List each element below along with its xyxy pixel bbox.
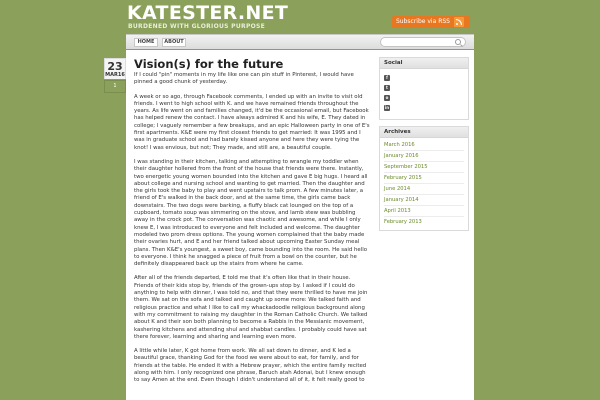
archive-link[interactable]: February 2013 <box>384 219 422 225</box>
post-paragraph: I was standing in their kitchen, talking and attempting to wrangle my toddler when their daughter hollered from the front of the house that friends were there. Instantly, two energetic young women bounded into the kitchen and gave E big hugs. I heard all about college and nursing school and wanting to get married. Then the daughter and the girls took the baby to play and went upstairs to talk prom. A few minutes later, a friend of E's walked in the back door, and at the same time, the girls came back downstairs. The two dogs were barking, a fluffy black cat lounged on the top of a cupboard, tomato soup was simmering on the stove, and lamb stew was bubbling away in the crock pot. The conversation was chaotic and awesome, and while I only knew E, I was introduced to everyone and felt included and welcome. The daughter modeled two prom dress options. The young women complained that the baby made their ovaries hurt, and E and her friend talked about upcoming Easter Sunday meal plans. Then K&E's youngest, a sweet boy, came bounding into the room. He said hello to everyone. I think he snagged a piece of fruit from a bowl on the counter, but he definitely disappeared back up the stairs from where he came. <box>134 158 368 268</box>
nav-about[interactable]: ABOUT <box>162 38 186 47</box>
archive-link[interactable]: September 2015 <box>384 162 464 173</box>
social-widget-title: Social <box>380 58 468 69</box>
post-paragraph: A little while later, K got home from work. We all sat down to dinner, and K led a beautiful grace, thanking God for the food we were about to eat, for family, and for friends at the table. He ended it with a Hebrew prayer, which the entire family recited along with him. I only recognized one phrase, Baruch atah Adonai, but I knew enough to say Amen at the end. Even though I didn't understand all of it, it felt really good to <box>134 348 367 384</box>
subscribe-rss-button[interactable] <box>392 16 470 28</box>
nav-bar <box>126 34 474 49</box>
site-description: BURDENED WITH GLORIOUS PURPOSE <box>128 23 266 30</box>
post-date-month: MAR16 <box>105 72 125 78</box>
social-widget <box>379 57 469 120</box>
instagram-icon[interactable]: o <box>385 95 389 100</box>
post-title[interactable]: Vision(s) for the future <box>134 57 284 71</box>
post-paragraph: After all of the friends departed, E told me that it's often like that in their house. Friends of their kids stop by, friends of the grown-ups stop by. I asked if I could do anything to help with dinner, I was told no, and that they were thrilled to have me join them. We sat on the sofa and talked and caught up some more: We talked faith and religious practice and what I like to call my whackadoodle religious background along with my commitment to raising my daughter in the Roman Catholic Church. We talked about K and their son both planning to become a Rabbis in the Messianic movement, kashering kitchens and attending shul and shabbat candles. I probably could have sat there forever, learning and sharing and learning even more. <box>134 275 368 340</box>
archive-link[interactable]: February 2015 <box>384 173 464 184</box>
archive-link[interactable]: January 2014 <box>384 195 464 206</box>
post-body <box>134 72 370 392</box>
twitter-icon[interactable]: t <box>384 85 390 91</box>
site-title[interactable]: KATESTER.NET <box>127 2 289 24</box>
archives-widget-title: Archives <box>380 127 468 138</box>
comment-count-button[interactable]: 1 <box>104 80 126 93</box>
nav-home[interactable]: HOME <box>134 38 158 47</box>
sidebar <box>379 57 469 237</box>
post-date-badge <box>104 58 126 93</box>
linkedin-icon[interactable]: in <box>384 105 390 110</box>
archive-link[interactable]: March 2016 <box>384 140 464 151</box>
post-paragraph: If I could "pin" moments in my life like one can pin stuff in Pinterest, I would have pinned a good chunk of yesterday. <box>134 72 354 86</box>
search-icon[interactable] <box>455 39 461 45</box>
post-date-day: 23 <box>107 60 123 73</box>
post-paragraph: A week or so ago, through Facebook comments, I ended up with an invite to visit old friends. I went to high school with K. and we have remained friends throughout the years. As life went on and families changed, it'd be the occasional email, but Facebook has helped renew the contact. I have always admired K and his wife, E. They dated in college; I vaguely remember a few breakups, and an epic Halloween party in one of E's first apartments. K&E were my first closest friends to get married: It was 1995 and I was in graduate school and had barely kissed anyone and here they were tying the knot! I was envious, but not; They made, and still are, a beautiful couple. <box>134 93 370 151</box>
facebook-icon[interactable]: f <box>384 75 390 81</box>
rss-icon <box>454 17 464 27</box>
rss-label: Subscribe via RSS <box>396 18 450 25</box>
archive-link[interactable]: April 2013 <box>384 206 464 217</box>
search-input[interactable] <box>380 37 466 47</box>
archive-link[interactable]: June 2014 <box>384 184 464 195</box>
archives-widget <box>379 126 469 231</box>
archive-link[interactable]: January 2016 <box>384 151 464 162</box>
